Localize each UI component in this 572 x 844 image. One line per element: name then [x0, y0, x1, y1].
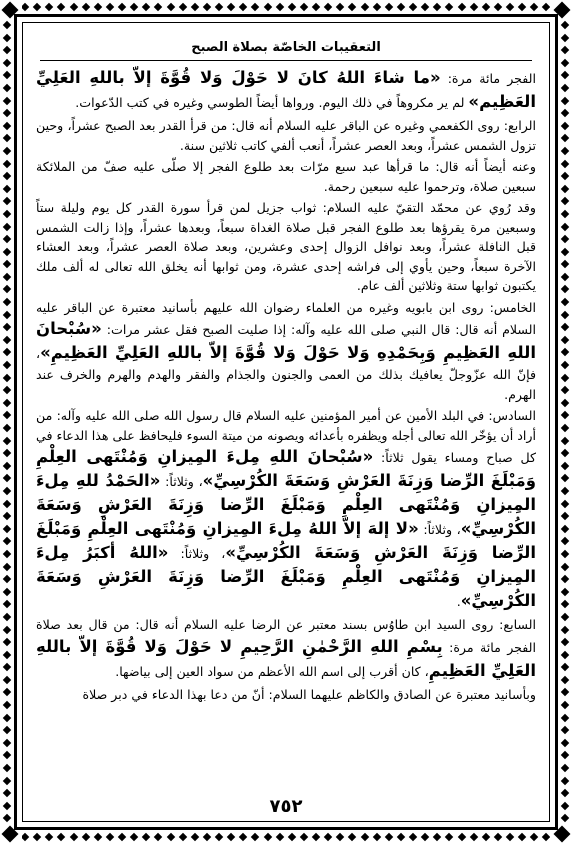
- border-diamond: [3, 260, 11, 268]
- border-diamond: [45, 833, 53, 841]
- paragraph: [36, 157, 536, 196]
- border-diamond: [561, 424, 569, 432]
- border-diamond: [457, 833, 465, 841]
- border-diamond: [561, 550, 569, 558]
- paragraph: [36, 406, 536, 613]
- running-header: التعقيبات الخاصّة بصلاة الصبح: [191, 40, 381, 55]
- border-diamond: [561, 109, 569, 117]
- border-diamond: [166, 833, 174, 841]
- border-diamond: [3, 436, 11, 444]
- border-diamond: [561, 159, 569, 167]
- border-diamond: [561, 373, 569, 381]
- paragraph-text: ، كان أقرب إلى اسم الله الأعظم من سواد العين إلى بياضها.: [115, 663, 429, 679]
- border-diamond: [561, 235, 569, 243]
- border-diamond: [561, 764, 569, 772]
- border-diamond: [561, 260, 569, 268]
- border-diamond: [482, 833, 490, 841]
- border-diamond: [3, 323, 11, 331]
- border-diamond: [561, 33, 569, 41]
- border-diamond: [561, 638, 569, 646]
- border-diamond: [191, 833, 199, 841]
- paragraph: [36, 685, 536, 705]
- border-diamond: [324, 833, 332, 841]
- border-diamond: [3, 600, 11, 608]
- border-diamond: [3, 172, 11, 180]
- border-diamond: [3, 184, 11, 192]
- border-diamond: [421, 3, 429, 11]
- dua-text: «الحَمْدُ للهِ مِلءَ المِيزانِ وَمُنْتَهى العِلْمِ وَمَبْلَغَ الرِّضا وَزِنَةَ العَرْشِ وَسَعَةَ الكُرْسِيِّ»: [36, 471, 536, 538]
- border-diamond: [178, 3, 186, 11]
- border-diamond: [3, 625, 11, 633]
- border-diamond: [561, 96, 569, 104]
- paragraph: [36, 298, 536, 405]
- border-diamond: [118, 3, 126, 11]
- border-diamond: [561, 613, 569, 621]
- border-diamond: [288, 3, 296, 11]
- item-label: الرابع: [508, 118, 536, 133]
- border-diamond: [3, 562, 11, 570]
- border-diamond: [433, 833, 441, 841]
- paragraph-text: لم ير مكروهاً في ذلك اليوم. ورواها أيضاً الطوسي وغيره في كتب الدّعوات.: [75, 95, 469, 110]
- dua-text: «ما شاءَ اللهُ كانَ لا حَوْلَ وَلا قُوَّةَ إلاّ باللهِ العَلِيِّ العَظِيم»: [36, 68, 536, 111]
- border-diamond: [3, 676, 11, 684]
- border-diamond: [3, 474, 11, 482]
- border-diamond: [336, 833, 344, 841]
- border-diamond: [561, 676, 569, 684]
- border-diamond: [542, 3, 550, 11]
- border-diamond: [3, 84, 11, 92]
- border-diamond: [3, 537, 11, 545]
- paragraph-text: : في البلد الأمين عن أمير المؤمنين عليه السلام قال رسول الله صلى الله عليه وآله: من أراد أن يؤخّر الله تعالى أجله ويظفره بأعدائه ويصونه من ميتة السوء فليحافظ على هذا الدعاء في كل صباح ومساء يقول ثلاثاً:: [36, 408, 536, 465]
- border-diamond: [312, 833, 320, 841]
- border-diamond: [3, 638, 11, 646]
- border-diamond: [300, 3, 308, 11]
- border-diamond: [275, 3, 283, 11]
- border-diamond: [542, 833, 550, 841]
- border-diamond: [561, 411, 569, 419]
- border-diamond: [469, 833, 477, 841]
- border-diamond: [348, 833, 356, 841]
- paragraph-text: : روى الكفعمي وغيره عن الباقر عليه السلام أنه قال: من قرأ القدر بعد الصبح عشراً، وحين تزول الشمس عشراً، وبعد العصر عشراً، أنعب ألفي كاتب ثلاثين سنة.: [36, 118, 536, 153]
- border-diamond: [3, 285, 11, 293]
- border-diamond: [445, 833, 453, 841]
- border-diamond: [3, 462, 11, 470]
- border-diamond: [3, 210, 11, 218]
- border-diamond: [3, 764, 11, 772]
- border-diamond: [3, 739, 11, 747]
- border-diamond: [457, 3, 465, 11]
- border-diamond: [178, 833, 186, 841]
- border-diamond: [561, 222, 569, 230]
- border-diamond: [106, 3, 114, 11]
- border-diamond: [57, 3, 65, 11]
- dua-text: «لا إلهَ إلاّ اللهُ مِلءَ المِيزانِ وَمُنْتَهى العِلْمِ وَمَبْلَغَ الرِّضا وَزِنَةَ العَرْشِ وَسَعَةَ الكُرْسِيِّ»: [36, 519, 536, 562]
- border-diamond: [561, 713, 569, 721]
- border-diamond: [3, 726, 11, 734]
- border-diamond: [3, 411, 11, 419]
- border-diamond: [142, 3, 150, 11]
- border-diamond: [263, 3, 271, 11]
- border-diamond: [445, 3, 453, 11]
- border-diamond: [561, 298, 569, 306]
- border-diamond: [45, 3, 53, 11]
- dua-text: بِسْمِ اللهِ الرَّحْمٰنِ الرَّحِيمِ لا حَوْلَ وَلا قُوَّةَ إلاّ باللهِ العَلِيِّ العَظِيمِ: [36, 636, 536, 680]
- border-diamond: [561, 361, 569, 369]
- paragraph-text: ، فإنّ الله عزّوجلّ يعافيك بذلك من العمى والجنون والجذام والفقر والهدم والهرم والخرف عند الهرم.: [36, 346, 536, 402]
- paragraph-text: ، وثلاثاً:: [160, 474, 203, 489]
- border-diamond: [251, 833, 259, 841]
- border-diamond: [561, 210, 569, 218]
- border-diamond: [385, 3, 393, 11]
- border-ornament-right: [560, 22, 570, 822]
- border-diamond: [336, 3, 344, 11]
- paragraph-text: وعنه أيضاً أنه قال: ما قرأها عبد سبع مرّات بعد طلوع الفجر إلا صلّى عليه صفّ من الملائكة سبعين صلاة، وترحموا عليه سبعين رحمة.: [36, 159, 536, 194]
- border-diamond: [288, 833, 296, 841]
- border-diamond: [3, 21, 11, 29]
- border-diamond: [3, 575, 11, 583]
- border-diamond: [3, 197, 11, 205]
- border-diamond: [372, 833, 380, 841]
- border-diamond: [561, 323, 569, 331]
- border-diamond: [3, 487, 11, 495]
- border-diamond: [561, 474, 569, 482]
- border-ornament-left: [2, 22, 12, 822]
- border-diamond: [33, 833, 41, 841]
- border-diamond: [561, 336, 569, 344]
- border-diamond: [3, 776, 11, 784]
- border-diamond: [215, 3, 223, 11]
- border-diamond: [409, 833, 417, 841]
- border-diamond: [3, 373, 11, 381]
- border-diamond: [3, 33, 11, 41]
- border-diamond: [3, 298, 11, 306]
- border-diamond: [3, 96, 11, 104]
- border-diamond: [397, 833, 405, 841]
- border-diamond: [3, 235, 11, 243]
- paragraph-text: ، وثلاثاً:: [168, 546, 226, 561]
- header-divider: [40, 60, 532, 61]
- border-diamond: [561, 71, 569, 79]
- border-diamond: [3, 59, 11, 67]
- border-diamond: [561, 512, 569, 520]
- border-diamond: [561, 625, 569, 633]
- border-diamond: [469, 3, 477, 11]
- paragraph-text: الفجر مائة مرة:: [440, 71, 536, 86]
- border-diamond: [106, 833, 114, 841]
- border-diamond: [561, 172, 569, 180]
- border-diamond: [561, 134, 569, 142]
- border-diamond: [561, 587, 569, 595]
- border-diamond: [561, 184, 569, 192]
- border-diamond: [561, 310, 569, 318]
- border-diamond: [3, 222, 11, 230]
- border-diamond: [561, 600, 569, 608]
- border-diamond: [348, 3, 356, 11]
- border-diamond: [3, 273, 11, 281]
- border-diamond: [3, 424, 11, 432]
- border-diamond: [372, 3, 380, 11]
- border-diamond: [3, 701, 11, 709]
- dua-text: «سُبْحانَ اللهِ العَظِيمِ وَبِحَمْدِهِ وَلا حَوْلَ وَلا قُوَّةَ إلاّ باللهِ العَلِيِّ العَظِيمِ»: [36, 319, 536, 362]
- border-diamond: [561, 285, 569, 293]
- border-diamond: [130, 833, 138, 841]
- border-diamond: [239, 833, 247, 841]
- border-diamond: [409, 3, 417, 11]
- border-diamond: [482, 3, 490, 11]
- border-diamond: [561, 386, 569, 394]
- border-diamond: [561, 348, 569, 356]
- border-diamond: [561, 525, 569, 533]
- border-diamond: [561, 499, 569, 507]
- border-diamond: [494, 3, 502, 11]
- border-diamond: [142, 833, 150, 841]
- border-diamond: [215, 833, 223, 841]
- border-diamond: [518, 3, 526, 11]
- border-diamond: [275, 833, 283, 841]
- border-diamond: [561, 701, 569, 709]
- border-diamond: [385, 833, 393, 841]
- border-diamond: [561, 487, 569, 495]
- border-diamond: [561, 688, 569, 696]
- border-diamond: [3, 650, 11, 658]
- border-diamond: [3, 361, 11, 369]
- border-diamond: [312, 3, 320, 11]
- paragraph-text: وبأسانيد معتبرة عن الصادق والكاظم عليهما السلام: أنّ من دعا بهذا الدعاء في دبر صلاة: [82, 686, 536, 702]
- border-diamond: [530, 833, 538, 841]
- border-diamond: [561, 726, 569, 734]
- border-diamond: [3, 310, 11, 318]
- border-diamond: [3, 109, 11, 117]
- border-diamond: [3, 751, 11, 759]
- border-diamond: [494, 833, 502, 841]
- border-diamond: [94, 833, 102, 841]
- item-label: الخامس: [493, 299, 536, 315]
- border-diamond: [3, 147, 11, 155]
- paragraph-text: : روى السيد ابن طاوُس بسند معتبر عن الرضا عليه السلام أنه قال: من قال بعد صلاة الفجر مائة مرة:: [36, 617, 537, 655]
- border-diamond: [561, 21, 569, 29]
- border-diamond: [3, 550, 11, 558]
- border-diamond: [421, 833, 429, 841]
- border-diamond: [118, 833, 126, 841]
- border-diamond: [397, 3, 405, 11]
- paragraph-text: .: [456, 594, 461, 609]
- border-ornament-bottom: [22, 832, 550, 842]
- border-diamond: [3, 663, 11, 671]
- paragraph: [36, 198, 536, 296]
- border-diamond: [203, 3, 211, 11]
- page-number: ٧٥٢: [269, 796, 303, 817]
- border-diamond: [433, 3, 441, 11]
- border-diamond: [69, 3, 77, 11]
- border-diamond: [3, 613, 11, 621]
- border-diamond: [33, 3, 41, 11]
- border-diamond: [166, 3, 174, 11]
- border-diamond: [561, 562, 569, 570]
- border-ornament-top: [22, 2, 550, 12]
- border-diamond: [561, 399, 569, 407]
- border-diamond: [561, 462, 569, 470]
- dua-text: «اللهُ أكبَرُ مِلءَ المِيزانِ وَمُنْتَهى العِلْمِ وَمَبْلَغَ الرِّضا وَزِنَةَ العَرْشِ وَسَعَةَ الكُرْسِيِّ»: [36, 543, 536, 610]
- border-diamond: [227, 3, 235, 11]
- border-diamond: [561, 273, 569, 281]
- border-diamond: [3, 688, 11, 696]
- border-diamond: [518, 833, 526, 841]
- border-diamond: [561, 197, 569, 205]
- paragraph: [36, 615, 536, 683]
- border-diamond: [3, 386, 11, 394]
- border-diamond: [561, 575, 569, 583]
- border-diamond: [22, 3, 29, 11]
- border-diamond: [94, 3, 102, 11]
- border-diamond: [3, 449, 11, 457]
- border-diamond: [530, 3, 538, 11]
- border-diamond: [3, 71, 11, 79]
- border-diamond: [3, 348, 11, 356]
- border-diamond: [81, 3, 89, 11]
- paragraph: [36, 66, 536, 114]
- border-diamond: [130, 3, 138, 11]
- border-diamond: [154, 833, 162, 841]
- paragraph-text: ، وثلاثاً:: [418, 522, 461, 537]
- border-diamond: [561, 84, 569, 92]
- border-diamond: [3, 587, 11, 595]
- border-diamond: [3, 399, 11, 407]
- border-diamond: [3, 713, 11, 721]
- item-label: السادس: [492, 408, 536, 423]
- border-diamond: [360, 3, 368, 11]
- dua-text: «سُبْحانَ اللهِ مِلءَ المِيزانِ وَمُنْتَهى العِلْمِ وَمَبْلَغَ الرِّضا وَزِنَةَ العَرْشِ وَسَعَةَ الكُرْسِيِّ»: [36, 447, 536, 490]
- border-diamond: [506, 3, 514, 11]
- border-diamond: [3, 46, 11, 54]
- border-diamond: [69, 833, 77, 841]
- border-diamond: [561, 739, 569, 747]
- border-diamond: [561, 650, 569, 658]
- border-diamond: [3, 499, 11, 507]
- border-diamond: [300, 833, 308, 841]
- border-diamond: [561, 247, 569, 255]
- border-diamond: [3, 247, 11, 255]
- border-diamond: [81, 833, 89, 841]
- border-diamond: [251, 3, 259, 11]
- border-diamond: [506, 833, 514, 841]
- item-label: السابع: [503, 617, 536, 632]
- border-diamond: [57, 833, 65, 841]
- border-diamond: [3, 525, 11, 533]
- border-diamond: [561, 751, 569, 759]
- border-diamond: [561, 776, 569, 784]
- border-diamond: [203, 833, 211, 841]
- border-diamond: [3, 159, 11, 167]
- page-body: [36, 66, 536, 788]
- border-diamond: [561, 46, 569, 54]
- border-diamond: [3, 134, 11, 142]
- border-diamond: [3, 512, 11, 520]
- border-diamond: [263, 833, 271, 841]
- border-diamond: [561, 122, 569, 130]
- border-diamond: [324, 3, 332, 11]
- border-diamond: [561, 449, 569, 457]
- paragraph: [36, 116, 536, 155]
- border-diamond: [561, 436, 569, 444]
- paragraph-text: وقد رُوي عن محمّد التقيّ عليه السلام: ثواب جزيل لمن قرأ سورة القدر كل يوم وليلة ستاً وسبعين مرة يقرؤها بعد طلوع الفجر قبل صلاة الغداة سبعاً، وبعدها عشراً، وإذا زالت الشمس قبل النافلة عشراً، وبعد نوافل الزوال إحدى وعشرين، وبعد صلاة العصر عشراً، وبعد العشاء الآخرة سبعاً، وحين يأوي إلى فراشه إحدى عشرة، ومن ثوابها أنه يخلق الله تعالى له ألف ملك يكتبون ثوابها ستة وثلاثين ألف عام.: [36, 200, 536, 293]
- border-diamond: [239, 3, 247, 11]
- border-diamond: [227, 833, 235, 841]
- border-diamond: [561, 59, 569, 67]
- border-diamond: [561, 147, 569, 155]
- border-diamond: [191, 3, 199, 11]
- border-diamond: [3, 122, 11, 130]
- border-diamond: [154, 3, 162, 11]
- border-diamond: [3, 336, 11, 344]
- border-diamond: [360, 833, 368, 841]
- border-diamond: [22, 833, 29, 841]
- paragraph-text: : روى ابن بابويه وغيره من العلماء رضوان الله عليهم بأسانيد معتبرة عن الباقر عليه السلام أنه قال: قال النبي صلى الله عليه وآله: إذا صليت الصبح فقل عشر مرات:: [36, 299, 536, 337]
- border-diamond: [561, 537, 569, 545]
- border-diamond: [561, 663, 569, 671]
